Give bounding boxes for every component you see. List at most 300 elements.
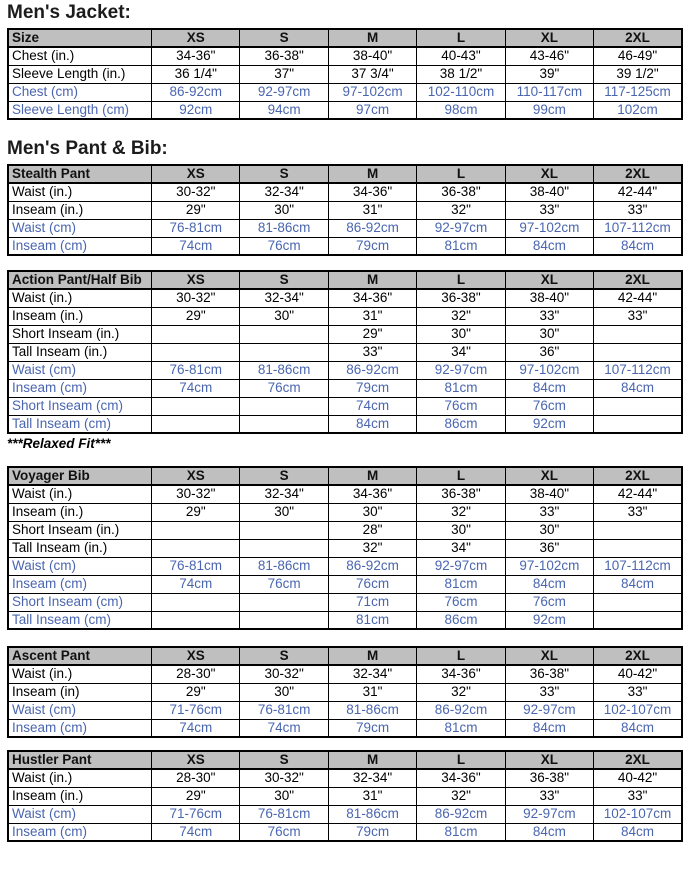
table-row — [8, 805, 682, 823]
table-row — [8, 397, 682, 415]
size-value-cell: 81-86cm — [240, 219, 328, 237]
ascent-pant-size-table — [7, 646, 683, 738]
size-value-cell — [594, 539, 682, 557]
size-value-cell: 46-49" — [594, 47, 682, 65]
size-column-header-l: L — [417, 271, 505, 289]
size-column-header-2xl: 2XL — [594, 29, 682, 47]
size-value-cell: 79cm — [328, 823, 416, 841]
size-value-cell: 97-102cm — [505, 219, 593, 237]
size-column-header-xs: XS — [152, 467, 240, 485]
relaxed-fit-note: ***Relaxed Fit*** — [7, 436, 111, 451]
size-value-cell: 74cm — [152, 237, 240, 255]
row-label: Inseam (in.) — [8, 787, 152, 805]
size-value-cell: 86-92cm — [152, 83, 240, 101]
row-label: Waist (cm) — [8, 361, 152, 379]
size-value-cell: 30" — [417, 521, 505, 539]
size-value-cell: 34-36" — [328, 485, 416, 503]
size-value-cell: 81cm — [328, 611, 416, 629]
size-value-cell: 39 1/2" — [594, 65, 682, 83]
size-value-cell: 30" — [240, 307, 328, 325]
size-value-cell: 32-34" — [328, 665, 416, 683]
size-value-cell: 86cm — [417, 611, 505, 629]
table-title-cell: Hustler Pant — [8, 751, 152, 769]
row-label: Inseam (in) — [8, 683, 152, 701]
size-value-cell: 81-86cm — [328, 805, 416, 823]
stealth-pant-size-table — [7, 164, 683, 256]
size-value-cell: 86-92cm — [417, 805, 505, 823]
size-value-cell: 29" — [152, 307, 240, 325]
size-column-header-l: L — [417, 467, 505, 485]
table-title-cell: Action Pant/Half Bib — [8, 271, 152, 289]
size-value-cell: 28" — [328, 521, 416, 539]
size-value-cell: 29" — [152, 787, 240, 805]
size-value-cell: 102-107cm — [594, 701, 682, 719]
table-row — [8, 823, 682, 841]
size-value-cell: 76cm — [240, 575, 328, 593]
size-value-cell — [240, 415, 328, 433]
size-value-cell — [240, 397, 328, 415]
row-label: Waist (cm) — [8, 805, 152, 823]
size-value-cell: 81cm — [417, 575, 505, 593]
size-value-cell: 33" — [594, 503, 682, 521]
size-value-cell: 76cm — [240, 237, 328, 255]
row-label: Waist (cm) — [8, 701, 152, 719]
stealth-pant-table-container — [7, 164, 683, 256]
size-value-cell: 94cm — [240, 101, 328, 119]
size-column-header-2xl: 2XL — [594, 467, 682, 485]
size-value-cell: 31" — [328, 787, 416, 805]
size-value-cell: 40-42" — [594, 769, 682, 787]
row-label: Inseam (cm) — [8, 575, 152, 593]
size-value-cell: 36-38" — [417, 485, 505, 503]
size-value-cell: 42-44" — [594, 289, 682, 307]
size-value-cell: 84cm — [594, 719, 682, 737]
size-value-cell: 33" — [505, 787, 593, 805]
size-value-cell: 34-36" — [152, 47, 240, 65]
size-value-cell: 79cm — [328, 237, 416, 255]
size-value-cell: 31" — [328, 683, 416, 701]
size-value-cell: 33" — [594, 787, 682, 805]
row-label: Inseam (in.) — [8, 503, 152, 521]
size-value-cell: 74cm — [152, 575, 240, 593]
size-value-cell: 34-36" — [328, 289, 416, 307]
size-value-cell — [152, 415, 240, 433]
size-value-cell: 84cm — [505, 237, 593, 255]
size-value-cell: 92-97cm — [505, 701, 593, 719]
size-column-header-2xl: 2XL — [594, 647, 682, 665]
table-row — [8, 503, 682, 521]
size-value-cell: 29" — [152, 683, 240, 701]
size-value-cell: 74cm — [240, 719, 328, 737]
size-value-cell: 74cm — [152, 823, 240, 841]
size-value-cell — [594, 521, 682, 539]
size-value-cell: 98cm — [417, 101, 505, 119]
row-label: Inseam (cm) — [8, 237, 152, 255]
row-label: Waist (cm) — [8, 219, 152, 237]
size-column-header-2xl: 2XL — [594, 751, 682, 769]
size-value-cell: 30" — [417, 325, 505, 343]
size-column-header-s: S — [240, 647, 328, 665]
size-value-cell — [152, 325, 240, 343]
size-value-cell: 42-44" — [594, 485, 682, 503]
table-row — [8, 575, 682, 593]
size-value-cell: 76-81cm — [240, 805, 328, 823]
row-label: Tall Inseam (cm) — [8, 415, 152, 433]
size-value-cell: 76cm — [417, 397, 505, 415]
row-label: Waist (in.) — [8, 769, 152, 787]
size-column-header-m: M — [328, 29, 416, 47]
hustler-pant-header-row — [8, 751, 682, 769]
size-value-cell: 33" — [594, 307, 682, 325]
row-label: Sleeve Length (cm) — [8, 101, 152, 119]
row-label: Tall Inseam (in.) — [8, 343, 152, 361]
size-value-cell: 99cm — [505, 101, 593, 119]
size-value-cell: 36 1/4" — [152, 65, 240, 83]
size-value-cell: 32" — [417, 683, 505, 701]
size-value-cell: 32" — [328, 539, 416, 557]
table-row — [8, 343, 682, 361]
size-value-cell: 81cm — [417, 237, 505, 255]
mens-jacket-size-table — [7, 28, 683, 120]
size-column-header-m: M — [328, 751, 416, 769]
size-column-header-l: L — [417, 29, 505, 47]
size-column-header-xs: XS — [152, 165, 240, 183]
size-value-cell: 79cm — [328, 719, 416, 737]
size-value-cell: 86-92cm — [417, 701, 505, 719]
size-column-header-m: M — [328, 467, 416, 485]
size-value-cell: 84cm — [594, 823, 682, 841]
heading-mens-pant-bib: Men's Pant & Bib: — [7, 138, 168, 159]
mens-jacket-header-row — [8, 29, 682, 47]
size-value-cell: 34-36" — [417, 665, 505, 683]
size-value-cell: 74cm — [328, 397, 416, 415]
size-value-cell: 29" — [328, 325, 416, 343]
row-label: Tall Inseam (cm) — [8, 611, 152, 629]
size-value-cell: 92-97cm — [417, 219, 505, 237]
size-column-header-xs: XS — [152, 647, 240, 665]
table-title-cell: Ascent Pant — [8, 647, 152, 665]
size-column-header-xl: XL — [505, 165, 593, 183]
size-value-cell — [594, 343, 682, 361]
size-value-cell: 79cm — [328, 379, 416, 397]
row-label: Waist (cm) — [8, 557, 152, 575]
size-value-cell: 71-76cm — [152, 701, 240, 719]
size-value-cell: 84cm — [594, 575, 682, 593]
size-value-cell: 92cm — [505, 611, 593, 629]
table-row — [8, 325, 682, 343]
size-column-header-l: L — [417, 165, 505, 183]
size-value-cell: 33" — [505, 307, 593, 325]
size-value-cell: 33" — [594, 201, 682, 219]
size-value-cell: 33" — [505, 201, 593, 219]
hustler-pant-table-container — [7, 750, 683, 842]
size-column-header-l: L — [417, 647, 505, 665]
size-value-cell — [152, 593, 240, 611]
row-label: Inseam (cm) — [8, 823, 152, 841]
heading-mens-jacket: Men's Jacket: — [7, 2, 131, 23]
size-value-cell: 71cm — [328, 593, 416, 611]
size-value-cell: 81-86cm — [240, 361, 328, 379]
size-value-cell — [152, 343, 240, 361]
size-value-cell: 92-97cm — [417, 361, 505, 379]
size-value-cell — [152, 397, 240, 415]
size-value-cell: 40-43" — [417, 47, 505, 65]
size-value-cell: 31" — [328, 201, 416, 219]
size-value-cell: 84cm — [505, 823, 593, 841]
size-value-cell: 40-42" — [594, 665, 682, 683]
size-value-cell: 84cm — [328, 415, 416, 433]
size-value-cell: 33" — [328, 343, 416, 361]
table-row — [8, 379, 682, 397]
table-row — [8, 361, 682, 379]
row-label: Waist (in.) — [8, 665, 152, 683]
table-row — [8, 485, 682, 503]
size-value-cell: 31" — [328, 307, 416, 325]
size-value-cell: 74cm — [152, 379, 240, 397]
row-label: Short Inseam (in.) — [8, 521, 152, 539]
size-value-cell: 29" — [152, 201, 240, 219]
table-title-cell: Stealth Pant — [8, 165, 152, 183]
size-column-header-s: S — [240, 751, 328, 769]
table-row — [8, 83, 682, 101]
size-value-cell: 37 3/4" — [328, 65, 416, 83]
size-value-cell: 36" — [505, 539, 593, 557]
size-value-cell: 30-32" — [152, 183, 240, 201]
size-value-cell: 28-30" — [152, 769, 240, 787]
size-value-cell: 81cm — [417, 823, 505, 841]
size-value-cell: 76-81cm — [152, 557, 240, 575]
size-column-header-s: S — [240, 467, 328, 485]
size-value-cell: 81cm — [417, 719, 505, 737]
table-row — [8, 539, 682, 557]
size-value-cell: 92cm — [152, 101, 240, 119]
size-value-cell: 33" — [594, 683, 682, 701]
size-value-cell: 30-32" — [152, 485, 240, 503]
size-value-cell: 110-117cm — [505, 83, 593, 101]
size-value-cell: 36-38" — [240, 47, 328, 65]
row-label: Waist (in.) — [8, 485, 152, 503]
size-column-header-xl: XL — [505, 29, 593, 47]
size-value-cell: 107-112cm — [594, 361, 682, 379]
size-value-cell: 76cm — [328, 575, 416, 593]
size-value-cell: 97cm — [328, 101, 416, 119]
size-value-cell: 84cm — [505, 719, 593, 737]
size-value-cell: 84cm — [505, 575, 593, 593]
size-value-cell: 38-40" — [505, 289, 593, 307]
table-row — [8, 219, 682, 237]
size-value-cell: 37" — [240, 65, 328, 83]
size-value-cell: 36-38" — [417, 183, 505, 201]
size-value-cell: 34-36" — [328, 183, 416, 201]
size-value-cell: 28-30" — [152, 665, 240, 683]
size-value-cell: 33" — [505, 683, 593, 701]
mens-jacket-table-container — [7, 28, 683, 120]
size-value-cell: 30" — [328, 503, 416, 521]
size-value-cell: 84cm — [594, 379, 682, 397]
table-row — [8, 415, 682, 433]
size-column-header-l: L — [417, 751, 505, 769]
size-value-cell — [594, 415, 682, 433]
size-value-cell — [240, 521, 328, 539]
size-value-cell: 30" — [240, 503, 328, 521]
ascent-pant-table-container — [7, 646, 683, 738]
size-value-cell: 102-110cm — [417, 83, 505, 101]
size-column-header-s: S — [240, 271, 328, 289]
size-value-cell: 84cm — [594, 237, 682, 255]
size-value-cell: 92-97cm — [505, 805, 593, 823]
table-row — [8, 289, 682, 307]
size-column-header-xl: XL — [505, 751, 593, 769]
table-row — [8, 593, 682, 611]
table-title-cell: Size — [8, 29, 152, 47]
size-value-cell: 97-102cm — [505, 557, 593, 575]
table-row — [8, 65, 682, 83]
row-label: Inseam (in.) — [8, 201, 152, 219]
size-value-cell: 76-81cm — [240, 701, 328, 719]
size-value-cell — [240, 325, 328, 343]
size-value-cell: 30" — [240, 201, 328, 219]
size-value-cell: 81cm — [417, 379, 505, 397]
size-value-cell: 39" — [505, 65, 593, 83]
size-value-cell: 117-125cm — [594, 83, 682, 101]
size-value-cell — [152, 539, 240, 557]
hustler-pant-size-table — [7, 750, 683, 842]
row-label: Chest (in.) — [8, 47, 152, 65]
table-row — [8, 787, 682, 805]
row-label: Short Inseam (in.) — [8, 325, 152, 343]
ascent-pant-header-row — [8, 647, 682, 665]
size-column-header-xl: XL — [505, 647, 593, 665]
table-row — [8, 665, 682, 683]
size-value-cell: 36-38" — [505, 769, 593, 787]
size-value-cell: 33" — [505, 503, 593, 521]
size-value-cell: 38-40" — [328, 47, 416, 65]
size-value-cell: 107-112cm — [594, 557, 682, 575]
row-label: Short Inseam (cm) — [8, 397, 152, 415]
size-value-cell: 107-112cm — [594, 219, 682, 237]
size-value-cell: 84cm — [505, 379, 593, 397]
action-pant-half-bib-size-table — [7, 270, 683, 434]
size-value-cell: 43-46" — [505, 47, 593, 65]
size-value-cell: 92-97cm — [240, 83, 328, 101]
size-value-cell: 81-86cm — [240, 557, 328, 575]
row-label: Sleeve Length (in.) — [8, 65, 152, 83]
table-row — [8, 719, 682, 737]
table-row — [8, 307, 682, 325]
size-value-cell: 92-97cm — [417, 557, 505, 575]
size-column-header-xs: XS — [152, 29, 240, 47]
size-value-cell: 32" — [417, 307, 505, 325]
size-value-cell: 32-34" — [240, 183, 328, 201]
size-column-header-m: M — [328, 647, 416, 665]
size-value-cell: 97-102cm — [328, 83, 416, 101]
size-value-cell: 38-40" — [505, 183, 593, 201]
size-column-header-s: S — [240, 29, 328, 47]
size-value-cell — [240, 611, 328, 629]
size-value-cell: 38-40" — [505, 485, 593, 503]
size-value-cell: 30-32" — [152, 289, 240, 307]
size-value-cell: 30" — [505, 521, 593, 539]
size-value-cell: 76cm — [505, 397, 593, 415]
size-value-cell: 30" — [240, 683, 328, 701]
size-value-cell: 86-92cm — [328, 219, 416, 237]
size-value-cell: 30" — [240, 787, 328, 805]
size-value-cell: 86-92cm — [328, 557, 416, 575]
size-value-cell — [240, 343, 328, 361]
voyager-bib-header-row — [8, 467, 682, 485]
action-pant-half-bib-table-container — [7, 270, 683, 434]
table-row — [8, 201, 682, 219]
size-value-cell: 76cm — [505, 593, 593, 611]
action-pant-half-bib-header-row — [8, 271, 682, 289]
table-row — [8, 521, 682, 539]
table-row — [8, 701, 682, 719]
size-value-cell: 86-92cm — [328, 361, 416, 379]
size-value-cell: 76cm — [240, 379, 328, 397]
size-value-cell: 30-32" — [240, 769, 328, 787]
size-value-cell: 34" — [417, 343, 505, 361]
size-column-header-m: M — [328, 165, 416, 183]
table-title-cell: Voyager Bib — [8, 467, 152, 485]
size-value-cell: 76-81cm — [152, 219, 240, 237]
table-row — [8, 683, 682, 701]
size-value-cell: 92cm — [505, 415, 593, 433]
size-value-cell: 32-34" — [328, 769, 416, 787]
row-label: Inseam (in.) — [8, 307, 152, 325]
row-label: Chest (cm) — [8, 83, 152, 101]
size-value-cell: 32-34" — [240, 485, 328, 503]
table-row — [8, 237, 682, 255]
size-column-header-xl: XL — [505, 271, 593, 289]
size-value-cell: 34" — [417, 539, 505, 557]
table-row — [8, 611, 682, 629]
size-column-header-s: S — [240, 165, 328, 183]
size-value-cell: 32" — [417, 787, 505, 805]
table-row — [8, 183, 682, 201]
size-value-cell: 71-76cm — [152, 805, 240, 823]
size-value-cell: 30-32" — [240, 665, 328, 683]
size-value-cell: 32" — [417, 503, 505, 521]
size-value-cell: 36" — [505, 343, 593, 361]
size-value-cell: 102-107cm — [594, 805, 682, 823]
size-value-cell — [594, 611, 682, 629]
table-row — [8, 47, 682, 65]
row-label: Inseam (cm) — [8, 719, 152, 737]
size-value-cell — [594, 397, 682, 415]
row-label: Waist (in.) — [8, 289, 152, 307]
row-label: Inseam (cm) — [8, 379, 152, 397]
size-column-header-m: M — [328, 271, 416, 289]
size-value-cell: 36-38" — [505, 665, 593, 683]
voyager-bib-table-container — [7, 466, 683, 630]
voyager-bib-size-table — [7, 466, 683, 630]
size-column-header-2xl: 2XL — [594, 165, 682, 183]
stealth-pant-header-row — [8, 165, 682, 183]
size-value-cell: 29" — [152, 503, 240, 521]
size-value-cell — [594, 593, 682, 611]
size-column-header-xl: XL — [505, 467, 593, 485]
size-value-cell — [240, 593, 328, 611]
size-value-cell: 42-44" — [594, 183, 682, 201]
row-label: Waist (in.) — [8, 183, 152, 201]
row-label: Short Inseam (cm) — [8, 593, 152, 611]
size-value-cell: 38 1/2" — [417, 65, 505, 83]
size-value-cell: 97-102cm — [505, 361, 593, 379]
size-value-cell: 36-38" — [417, 289, 505, 307]
size-column-header-xs: XS — [152, 751, 240, 769]
size-value-cell — [240, 539, 328, 557]
size-value-cell — [594, 325, 682, 343]
